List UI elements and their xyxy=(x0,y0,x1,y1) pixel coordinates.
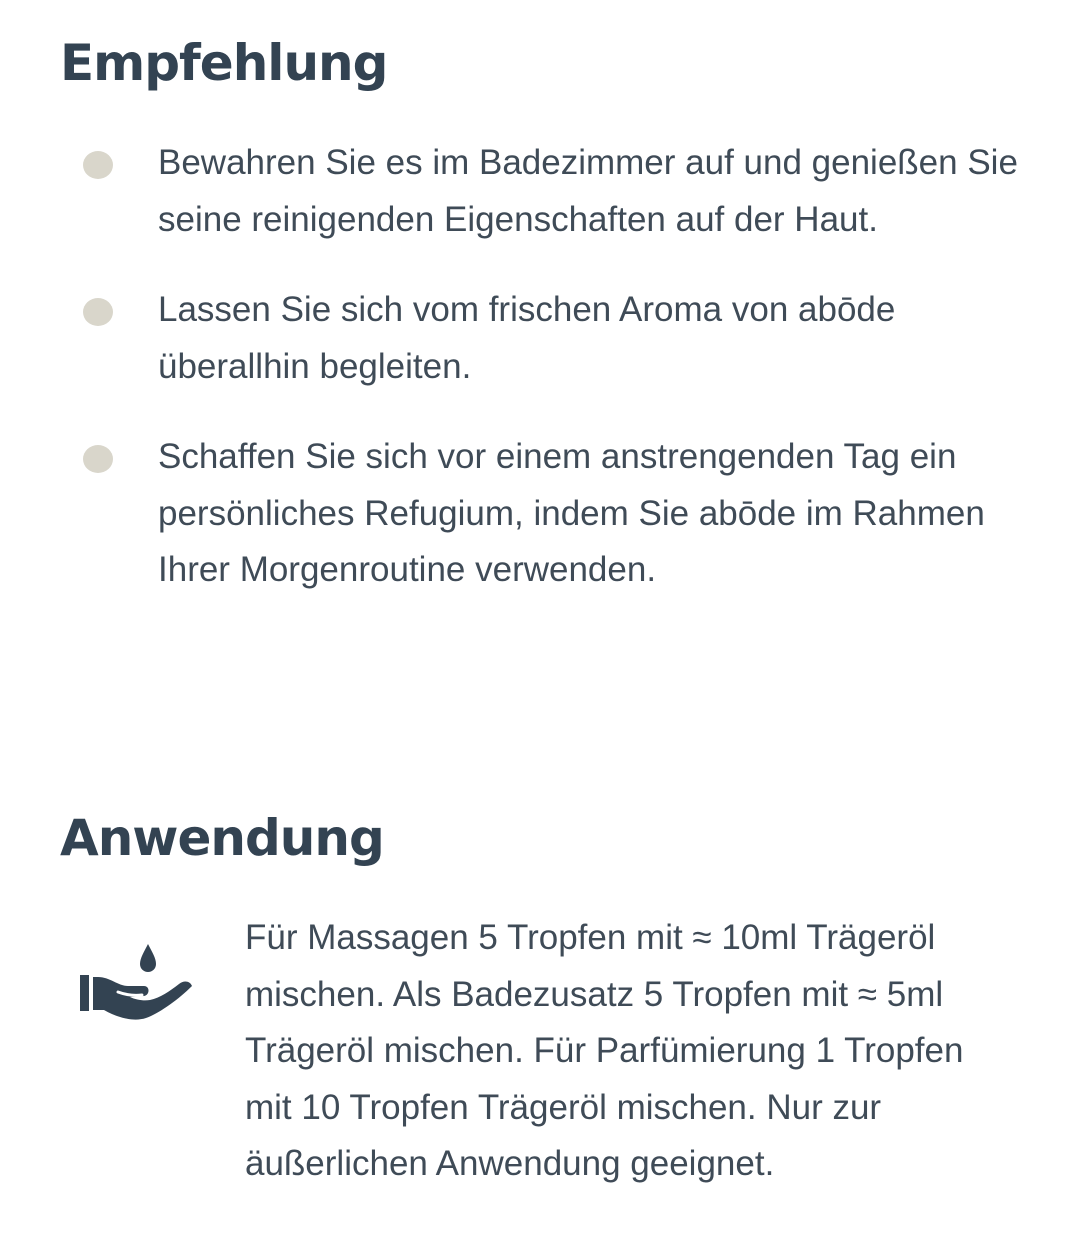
bullet-dot-icon xyxy=(83,298,113,326)
hand-with-drop-icon xyxy=(78,940,198,1025)
recommendation-heading: Empfehlung xyxy=(60,34,388,92)
bullet-dot-icon xyxy=(83,445,113,473)
bullet-dot-icon xyxy=(83,151,113,179)
list-item xyxy=(0,135,1080,248)
list-item-text: Lassen Sie sich vom frischen Aroma von abōde überallhin begleiten. xyxy=(158,290,896,386)
usage-instructions: Für Massagen 5 Tropfen mit ≈ 10ml Trägeröl mischen. Als Badezusatz 5 Tropfen mit ≈ 5ml Trägeröl mischen. Für Parfümierung 1 Tropfen mit 10 Tropfen Trägeröl mischen. Nur zur äußerlichen Anwendung geeignet. xyxy=(245,918,964,1183)
usage-heading: Anwendung xyxy=(60,809,384,867)
list-item xyxy=(0,429,1080,599)
list-item-text: Bewahren Sie es im Badezimmer auf und genießen Sie seine reinigenden Eigenschaften auf der Haut. xyxy=(158,143,1018,239)
list-item-text: Schaffen Sie sich vor einem anstrengenden Tag ein persönliches Refugium, indem Sie abōde im Rahmen Ihrer Morgenroutine verwenden. xyxy=(158,437,985,589)
list-item xyxy=(0,282,1080,395)
recommendation-list xyxy=(0,135,1080,599)
